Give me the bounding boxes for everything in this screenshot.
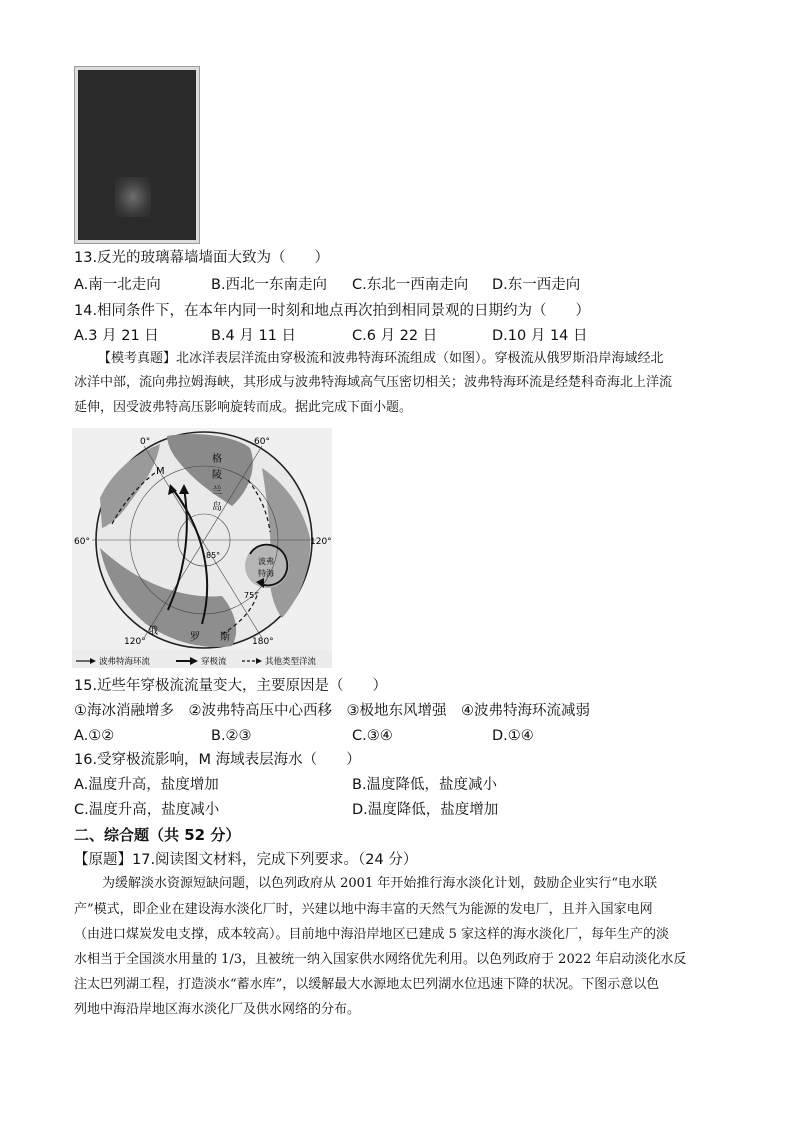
q13-option-d[interactable]: D.东一西走向: [492, 277, 581, 293]
label-lon-60w: 60°: [74, 537, 90, 547]
q17-para-line2: 产”模式，即企业在建设海水淡化厂时，兴建以地中海丰富的天然气为能源的发电厂，且并入国家电网: [74, 902, 653, 917]
q15-option-c[interactable]: C.③④: [352, 728, 393, 744]
q17-tag: 【原题】: [74, 852, 132, 868]
label-beaufort-2: 特海: [258, 569, 274, 578]
q17-para-line1: 为缓解淡水资源短缺问题，以色列政府从 2001 年开始推行海水淡化计划，鼓励企业实行“电水联: [102, 876, 657, 891]
q14-option-c[interactable]: C.6 月 22 日: [352, 328, 438, 344]
q13-option-c[interactable]: C.东北一西南走向: [352, 277, 469, 293]
passage1-text1: 北冰洋表层洋流由穿极流和波弗特海环流组成（如图）。穿极流从俄罗斯沿岸海域经北: [176, 351, 664, 366]
q17-para-line4: 水相当于全国淡水用量的 1/3，且被统一纳入国家供水网络优先利用。以色列政府于 2022 年启动淡化水反: [74, 952, 687, 967]
q16-option-d[interactable]: D.温度降低，盐度增加: [352, 802, 499, 818]
q15-option-b[interactable]: B.②③: [211, 728, 252, 744]
label-lat-75: 75°: [244, 591, 259, 600]
section2-heading: 二、综合题（共 52 分）: [74, 826, 241, 844]
q17-para-line6: 列地中海沿岸地区海水淡化厂及供水网络的分布。: [74, 1002, 361, 1017]
label-beaufort-1: 波弗: [258, 557, 274, 566]
q13-option-a[interactable]: A.南一北走向: [74, 277, 161, 293]
passage1-tag: 【模考真题】: [98, 351, 177, 366]
q14-option-d[interactable]: D.10 月 14 日: [492, 328, 588, 344]
q17-header: [74, 850, 417, 870]
q16-stem: 16.受穿极流影响，M 海域表层海水（ ）: [74, 752, 361, 768]
q15-option-a[interactable]: A.①②: [74, 728, 115, 744]
passage1-line1: [98, 347, 664, 371]
label-lon-0: 0°: [140, 437, 151, 447]
label-greenland-3: 兰: [212, 486, 222, 497]
q13-stem: 13.反光的玻璃幕墙墙面大致为（ ）: [74, 250, 330, 266]
label-greenland-1: 格: [212, 454, 222, 465]
label-lon-120w: 120°: [124, 637, 146, 647]
label-russia-3: 斯: [220, 632, 230, 643]
legend-label-transpolar: 穿极流: [201, 657, 227, 667]
q17-para-line3: （由进口煤炭发电支撑，成本较高）。目前地中海沿岸地区已建成 5 家这样的海水淡化厂，每年生产的淡: [74, 927, 670, 942]
q15-stem: 15.近些年穿极流流量变大，主要原因是（ ）: [74, 678, 388, 694]
label-russia-2: 罗: [190, 632, 200, 643]
q16-option-a[interactable]: A.温度升高，盐度增加: [74, 777, 219, 793]
label-lon-120e: 120°: [310, 537, 332, 547]
label-lon-60e: 60°: [254, 437, 270, 447]
q17-para-line5: 注太巴列湖工程，打造淡水“蓄水库”，以缓解最大水源地太巴列湖水位迅速下降的状况。下图示意以色: [74, 977, 660, 992]
q16-option-c[interactable]: C.温度升高，盐度减小: [74, 802, 220, 818]
legend-label-other: 其他类型洋流: [265, 657, 317, 667]
label-greenland-2: 陵: [212, 470, 222, 481]
q15-statements: ①海冰消融增多 ②波弗特高压中心西移 ③极地东风增强 ④波弗特海环流减弱: [74, 703, 590, 719]
q15-option-d[interactable]: D.①④: [492, 728, 534, 744]
glass-wall-photo: [74, 66, 200, 244]
passage1-line2: 冰洋中部，流向弗拉姆海峡，其形成与波弗特海域高气压密切相关；波弗特海环流是经楚科奇海北上洋流: [74, 375, 673, 390]
q14-stem: 14.相同条件下，在本年内同一时刻和地点再次拍到相同景观的日期约为（ ）: [74, 303, 591, 319]
passage1-line3: 延伸，因受波弗特高压影响旋转而成。据此完成下面小题。: [74, 400, 413, 415]
q17-stem: 17.阅读图文材料，完成下列要求。（24 分）: [132, 852, 418, 868]
label-lat-85: 85°: [206, 551, 221, 560]
label-greenland-4: 岛: [212, 502, 222, 513]
label-russia-1: 俄: [148, 626, 158, 637]
q14-option-b[interactable]: B.4 月 11 日: [211, 328, 297, 344]
legend-label-beaufort: 波弗特海环流: [99, 657, 151, 667]
label-lon-180: 180°: [252, 637, 274, 647]
q16-option-b[interactable]: B.温度降低，盐度减小: [352, 777, 498, 793]
reflection-glare: [115, 177, 151, 217]
q14-option-a[interactable]: A.3 月 21 日: [74, 328, 159, 344]
label-m: M: [156, 466, 165, 477]
arctic-current-map: [72, 428, 332, 668]
q13-option-b[interactable]: B.西北一东南走向: [211, 277, 328, 293]
